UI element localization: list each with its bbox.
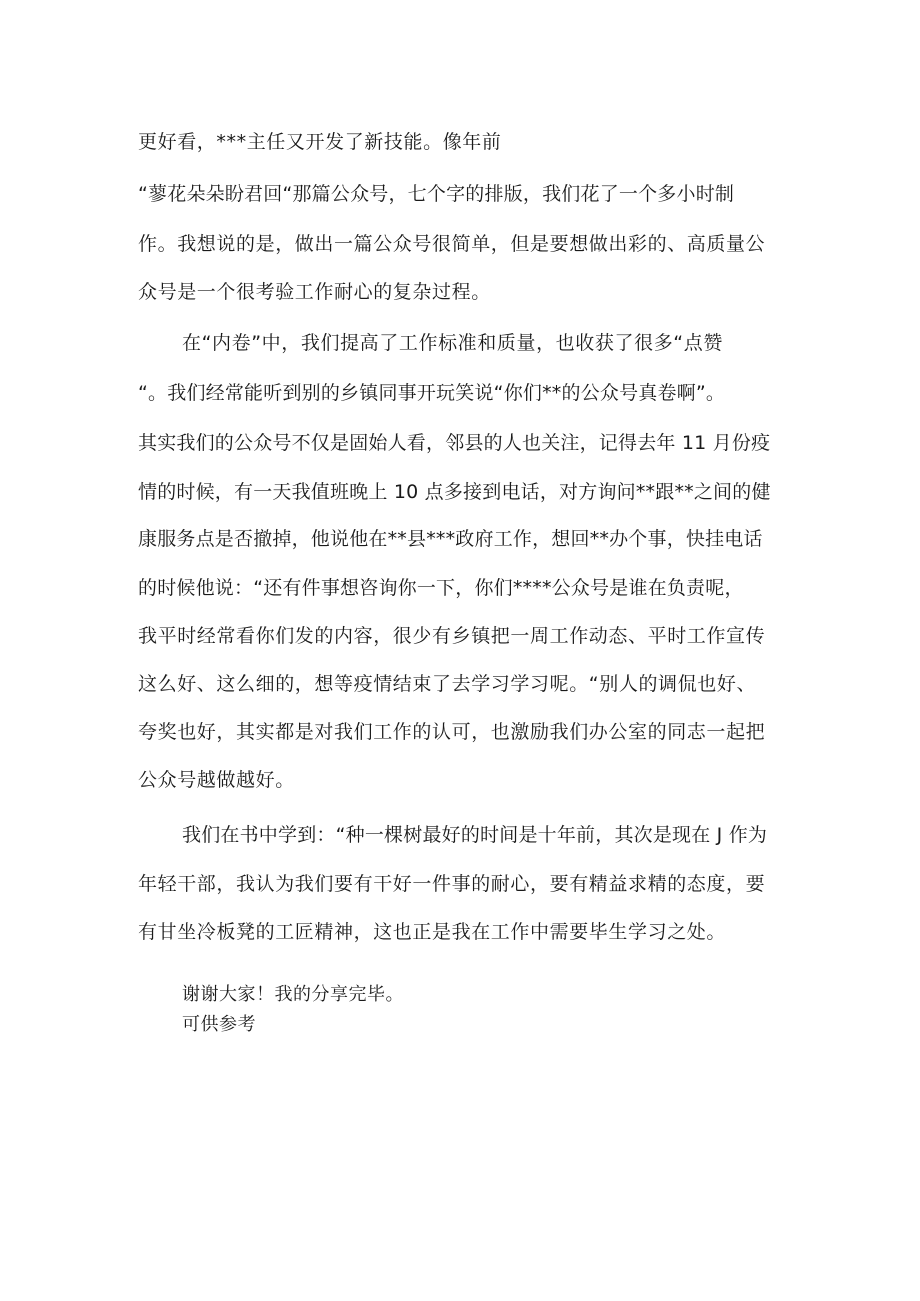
text-line: 情的时候，有一天我值班晚上 10 点多接到电话，对方询问**跟**之间的健: [138, 481, 771, 503]
text-line: 众号是一个很考验工作耐心的复杂过程。: [138, 281, 491, 303]
text-line: 我平时经常看你们发的内容，很少有乡镇把一周工作动态、平时工作宣传: [138, 625, 766, 647]
text-line: 我们在书中学到：“种一棵树最好的时间是十年前，其次是现在 J 作为: [182, 824, 768, 846]
text-line: 有甘坐冷板凳的工匠精神，这也正是我在工作中需要毕生学习之处。: [138, 921, 727, 943]
reference-note: 可供参考: [182, 1014, 256, 1035]
text-line: 在“内卷”中，我们提高了工作标准和质量，也收获了很多“点赞: [182, 332, 723, 354]
text-line: 的时候他说：“还有件事想咨询你一下，你们****公众号是谁在负责呢，: [138, 577, 744, 599]
text-line: 年轻干部，我认为我们要有干好一件事的耐心，要有精益求精的态度，要: [138, 873, 766, 895]
text-line: “。我们经常能听到别的乡镇同事开玩笑说“你们**的公众号真卷啊”。: [138, 382, 726, 404]
text-line: 这么好、这么细的，想等疫情结束了去学习学习呢。“别人的调侃也好、: [138, 673, 757, 695]
text-line: 作。我想说的是，做出一篇公众号很简单，但是要想做出彩的、高质量公: [138, 233, 766, 255]
text-line: 康服务点是否撤掉，他说他在**县***政府工作，想回**办个事，快挂电话: [138, 528, 763, 550]
text-line: “蓼花朵朵盼君回“那篇公众号，七个字的排版，我们花了一个多小时制: [138, 183, 735, 205]
closing-line: 谢谢大家！我的分享完毕。: [182, 984, 404, 1005]
text-line: 夸奖也好，其实都是对我们工作的认可，也激励我们办公室的同志一起把: [138, 721, 766, 743]
text-line: 更好看，***主任又开发了新技能。像年前: [138, 131, 502, 153]
text-line: 其实我们的公众号不仅是固始人看，邻县的人也关注，记得去年 11 月份疫: [138, 432, 771, 454]
text-line: 公众号越做越好。: [138, 769, 295, 791]
